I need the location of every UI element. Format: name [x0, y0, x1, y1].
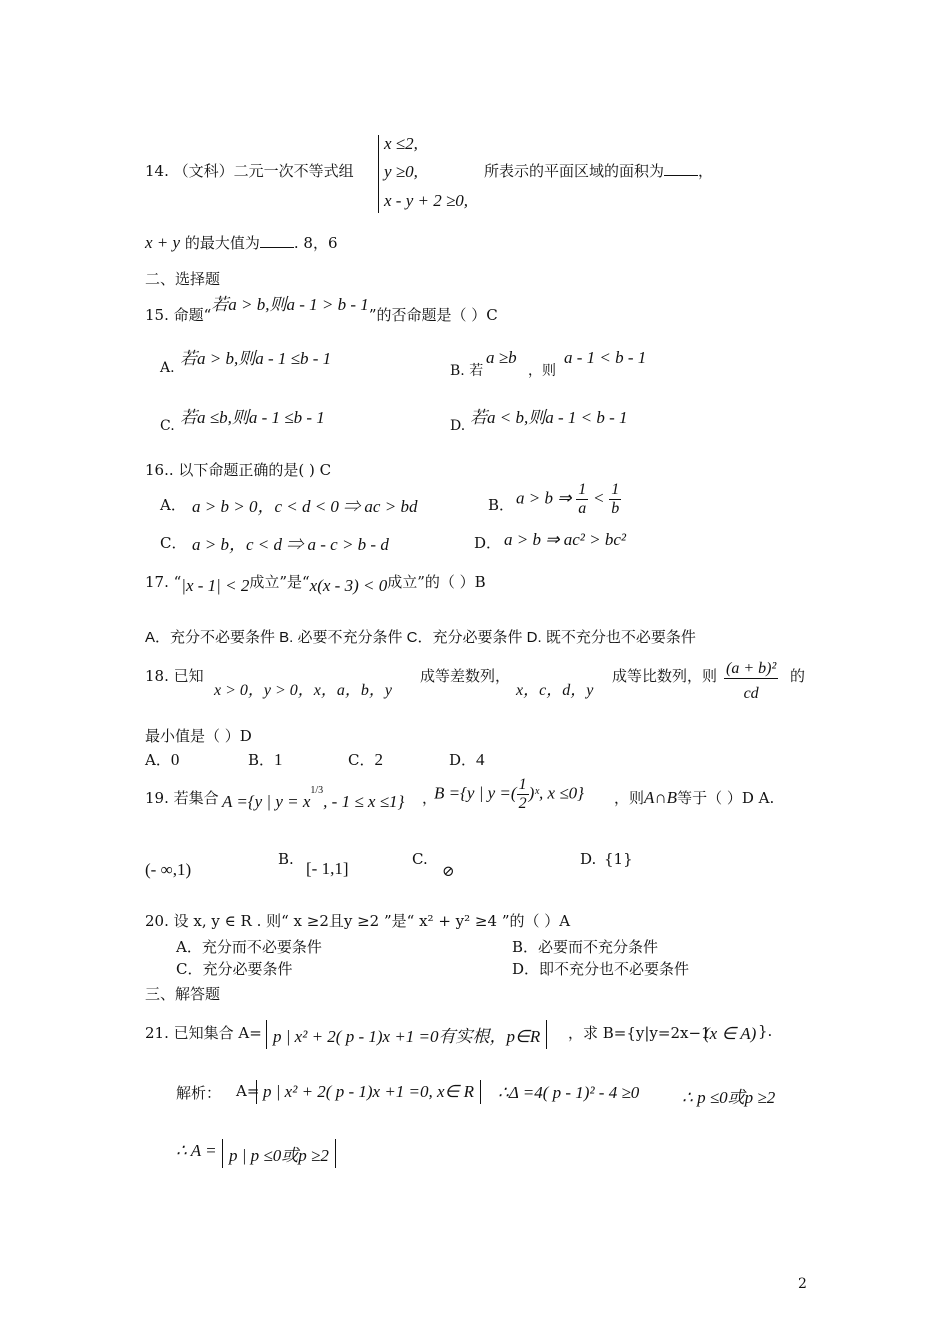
q14-system-line-3: x - y + 2 ≥0, — [384, 191, 469, 210]
q20-stem: 20. 设 x, y ∈ R . 则“ x ≥2且y ≥2 ”是“ x² + y² ≥4 ”的（ ）A — [145, 912, 571, 930]
page-number: 2 — [798, 1276, 807, 1292]
q16-stem: 16.. 以下命题正确的是( ) C — [145, 461, 332, 479]
q18-conditions: x > 0，y > 0，x，a，b，y — [214, 682, 393, 699]
q21-solution-result: ∴ p ≤0或p ≥2 — [682, 1088, 776, 1107]
q15-option-a-label: A. — [160, 360, 175, 376]
q20-option-b: B．必要而不充分条件 — [512, 938, 659, 956]
q15-option-d-label: D. — [450, 418, 466, 434]
q21-ask-end: }. — [758, 1022, 773, 1040]
answer-blank — [260, 233, 294, 248]
q16-option-c: a > b，c < d ⇒ a - c > b - d — [192, 535, 389, 554]
q19-option-c-empty-set-icon: ⊘ — [442, 862, 455, 880]
q15-option-a: 若a > b,则a - 1 ≤b - 1 — [180, 349, 332, 368]
q18-option-a: A．0 — [145, 750, 180, 769]
q16-option-d-label: D． — [474, 534, 502, 552]
q18-fraction: $\frac{\text{(a + b)²}}{cd}$ — [726, 660, 777, 702]
answer-blank — [664, 161, 698, 176]
q19-comma: ， — [422, 789, 438, 807]
q18-option-b: B．1 — [248, 750, 283, 769]
q15-option-b-mid: ，则 — [528, 363, 556, 379]
q15-option-b-math2: a - 1 < b - 1 — [564, 348, 647, 367]
q14-tail: 所表示的平面区域的面积为 ， — [484, 162, 714, 180]
q18-arith-text: 成等差数列， — [420, 667, 511, 685]
q21-final-set: p | p ≤0或p ≥2 — [222, 1139, 336, 1168]
fraction-1-over-a: $\frac{1}{a}$ — [578, 481, 587, 517]
q20-option-d: D．即不充分也不必要条件 — [512, 960, 690, 978]
q21-solution-label: 解析： — [176, 1084, 222, 1102]
q15-stem: 15. 命题“若a > b,则a - 1 > b - 1”的否命题是（ ）C — [145, 295, 498, 324]
section-heading-answer: 三、解答题 — [145, 985, 221, 1003]
q19-set-b: B ={y | y =( $\frac{1}{2}$ )ˣ, x ≤0} — [434, 776, 584, 812]
q19-option-c-label: C. — [412, 850, 428, 868]
q21-final-a: ∴ A = — [176, 1141, 217, 1160]
q14-system-line-1: x ≤2, — [384, 134, 418, 153]
q16-option-b-label: B． — [488, 496, 515, 514]
q19-option-d: {1} — [604, 850, 633, 868]
section-heading-choice: 二、选择题 — [145, 270, 221, 288]
q20-option-a: A．充分而不必要条件 — [176, 938, 322, 956]
q18-option-d: D．4 — [449, 750, 485, 769]
q21-lead: 21. 已知集合 A= — [145, 1024, 262, 1042]
q21-condition: (x ∈ A) — [704, 1024, 757, 1043]
q18-tail: 的 — [790, 667, 806, 685]
q16-option-a: a > b > 0，c < d < 0 ⇒ ac > bd — [192, 497, 418, 516]
q19-option-b: [- 1,1] — [306, 859, 349, 878]
q16-option-b: a > b ⇒ $\frac{1}{a}$ < $\frac{1}{b}$ — [516, 481, 620, 517]
q18-option-c: C．2 — [348, 750, 383, 769]
q17-stem: 17. “|x - 1| < 2成立”是“x(x - 3) < 0成立”的（ ）B — [145, 573, 486, 595]
q14-lead: 14. （文科）二元一次不等式组 — [145, 162, 354, 180]
q19-option-d-label: D. — [580, 850, 597, 868]
q19-lead: 19. 若集合 — [145, 789, 219, 807]
q17-options: A．充分不必要条件 B. 必要不充分条件 C．充分必要条件 D. 既不充分也不必要条件 — [145, 629, 696, 646]
q20-option-c: C．充分必要条件 — [176, 960, 293, 978]
exponent-one-third: 1/3 — [310, 785, 324, 796]
q18-line2: 最小值是（ ）D — [145, 727, 252, 745]
q18-geo-text: 成等比数列，则 — [612, 667, 718, 685]
q19-set-a: A ={y | $y = x^{1/3}$, - 1 ≤ x ≤1} — [222, 785, 405, 811]
q16-option-d: a > b ⇒ ac² > bc² — [504, 530, 626, 549]
fraction-one-half: $\frac{1}{2}$ — [518, 776, 527, 812]
q21-set-a: p | x² + 2( p - 1)x +1 =0有实根，p∈R — [266, 1020, 547, 1049]
q14-system-line-2: y ≥0, — [384, 162, 418, 181]
q14-system-brace — [378, 135, 379, 213]
q18-lead: 18. 已知 — [145, 667, 204, 685]
q19-option-b-label: B. — [278, 850, 294, 868]
q18-geo-vars: x，c，d，y — [516, 682, 594, 699]
q15-option-b-math1: a ≥b — [486, 348, 517, 367]
q15-option-b-label: B. 若 — [450, 363, 484, 379]
q19-option-a: (- ∞,1) — [145, 860, 192, 879]
q21-ask: ，求 B={y|y=2x−1 — [568, 1024, 711, 1042]
q19-tail: ，则A∩B等于（ ）D A. — [614, 788, 775, 807]
q14-line2: x + y 的最大值为 . 8，6 — [145, 233, 338, 252]
q15-option-c: 若a ≤b,则a - 1 ≤b - 1 — [180, 408, 325, 427]
q21-solution-a: A= — [236, 1082, 260, 1100]
q16-option-a-label: A． — [160, 496, 186, 514]
q15-option-c-label: C. — [160, 418, 175, 434]
q15-option-d: 若a < b,则a - 1 < b - 1 — [470, 408, 628, 427]
q21-solution-delta: ∴Δ =4( p - 1)² - 4 ≥0 — [498, 1083, 640, 1102]
q16-option-c-label: C． — [160, 534, 187, 552]
q21-solution-set: p | x² + 2( p - 1)x +1 =0, x∈ R — [256, 1080, 481, 1104]
fraction-1-over-b: $\frac{1}{b}$ — [611, 481, 620, 517]
